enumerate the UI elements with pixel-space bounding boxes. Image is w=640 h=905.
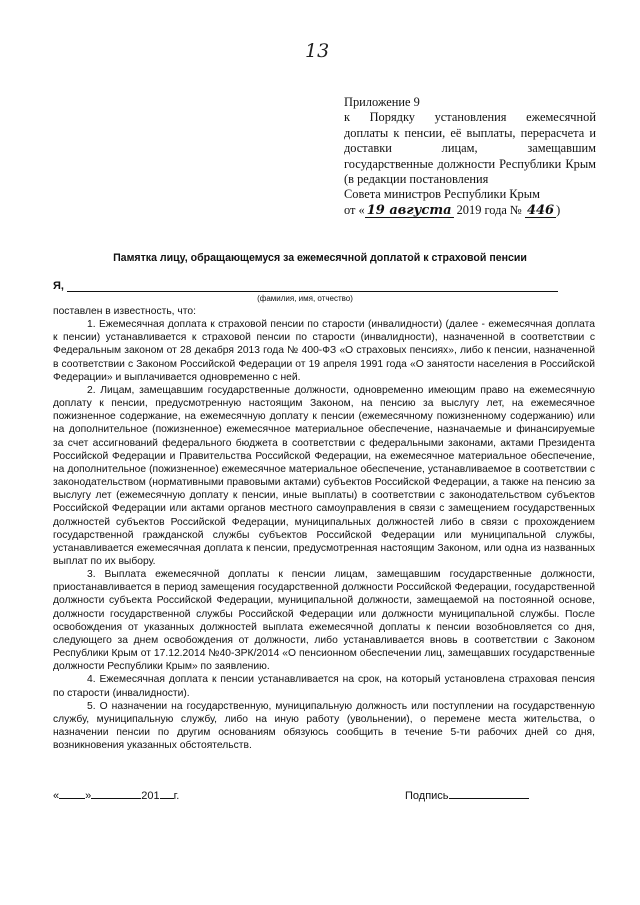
page-number: 13 xyxy=(305,40,330,62)
fio-caption: (фамилия, имя, отчество) xyxy=(257,294,353,303)
closing-paren: ) xyxy=(556,202,561,217)
appendix-line: (в редакции постановления xyxy=(344,172,489,187)
paragraph-2: 2. Лицам, замещавшим государственные должности, одновременно имеющим право на ежемесячную доплату к пенсии, предусмотренную настоящим Законом, на пенсию за выслугу лет, на ежемесячное пожизненное содержание, на ежемесячную доплату к пенсии (ежемесячному пожизненному содержанию) или на дополнительное (пожизненное) ежемесячное материальное обеспечение, назначаемые и финансируемые за счет ассигнований федерального бюджета в соответствии с федеральными законами, актами Президента Российской Федерации и Правительства Российской Федерации, на ежемесячное материальное обеспечение, на дополнительное (пожизненное) ежемесячное материальное обеспечение, устанавливаемое в соответствии с законодательством (нормативными правовыми актами) субъектов Российской Федерации, а также на пенсию за выслугу лет (ежемесячную доплату к пенсии, иные выплаты) в соответствии с законодательством субъектов Российской Федерации или актами органов местного самоуправления в связи с замещением государственных должностей субъектов Российской Федерации, муниципальных должностей либо в связи с прохождением государственной гражданской службы субъектов Российской Федерации или муниципальной службы, устанавливается ежемесячная доплата к пенсии, предусмотренная настоящим Законом, или одна из названных выплат по их выбору. xyxy=(53,384,595,567)
year-blank[interactable] xyxy=(160,788,174,799)
appendix-header xyxy=(344,95,596,218)
name-field-line[interactable] xyxy=(67,291,558,292)
footer-signature xyxy=(405,788,529,802)
appendix-line: к Порядку установления ежемесячной xyxy=(344,110,596,125)
paragraph-4: 4. Ежемесячная доплата к пенсии устанавливается на срок, на который установлена страховая пенсия по старости (инвалидности). xyxy=(53,674,595,699)
date-close-quote: » xyxy=(85,790,92,802)
signature-label: Подпись xyxy=(405,790,449,802)
year-suffix: г. xyxy=(173,790,180,802)
paragraph-3: 3. Выплата ежемесячной доплаты к пенсии лицам, замещавшим государственные должности, приостанавливается в период замещения государственной должности Российской Федерации, государственной должности субъекта Российской Федерации, муниципальной должности, замещаемой на постоянной основе, должности государственной службы Российской Федерации или должности муниципальной службы. После освобождения от указанных должностей выплата ежемесячной доплаты к пенсии возобновляется со дня, следующего за днем освобождения от должности, либо устанавливается вновь в соответствии с Законом Республики Крым от 17.12.2014 №40-ЗРК/2014 «О пенсионном обеспечении лиц, замещавших государственные должности Республики Крым» по заявлению. xyxy=(53,569,595,673)
date-mid: 2019 года № xyxy=(453,202,525,217)
date-prefix: от « xyxy=(344,202,365,217)
appendix-line: Совета министров Республики Крым xyxy=(344,187,540,202)
footer-date xyxy=(53,788,179,802)
month-blank[interactable] xyxy=(91,788,141,799)
day-blank[interactable] xyxy=(59,788,85,799)
paragraph-1: 1. Ежемесячная доплата к страховой пенсии по старости (инвалидности) (далее - ежемесячная доплата к пенсии) устанавливается к страховой пенсии по старости (инвалидности), назначенной в соответствии с Федеральным законом от 28 декабря 2013 года № 400-ФЗ «О страховых пенсиях», либо к пенсии, назначенной в соответствии с Законом Российской Федерации от 19 апреля 1991 года «О занятости населения в Российской Федерации» и выплачивается одновременно с ней. xyxy=(53,319,595,383)
handwritten-date: 19 августа xyxy=(366,202,452,218)
handwritten-number: 446 xyxy=(526,202,555,218)
year-prefix: 201 xyxy=(141,790,160,802)
appendix-line: доплаты к пенсии, её выплаты, перерасчета и xyxy=(344,125,596,140)
appendix-line: доставки лицам, замещавшим xyxy=(344,141,596,156)
appendix-line: государственные должности Республики Крым xyxy=(344,156,596,171)
date-open-quote: « xyxy=(53,790,60,802)
signature-blank[interactable] xyxy=(449,788,529,799)
document-body xyxy=(53,305,595,752)
appendix-line: Приложение 9 xyxy=(344,95,420,109)
document-title: Памятка лицу, обращающемуся за ежемесячной доплатой к страховой пенсии xyxy=(113,252,527,264)
ya-label: Я, xyxy=(53,280,64,292)
intro-line: поставлен в известность, что: xyxy=(53,306,196,317)
appendix-date-line xyxy=(344,203,596,218)
name-field-row xyxy=(53,280,558,294)
paragraph-5: 5. О назначении на государственную, муниципальную должность или поступлении на государственную службу, муниципальную службу, либо на иную работу (увольнении), о перемене места жительства, о назначении пенсии по другим основаниям обязуюсь сообщить в течение 5-ти рабочих дней со дня, возникновения указанных обстоятельств. xyxy=(53,700,595,752)
